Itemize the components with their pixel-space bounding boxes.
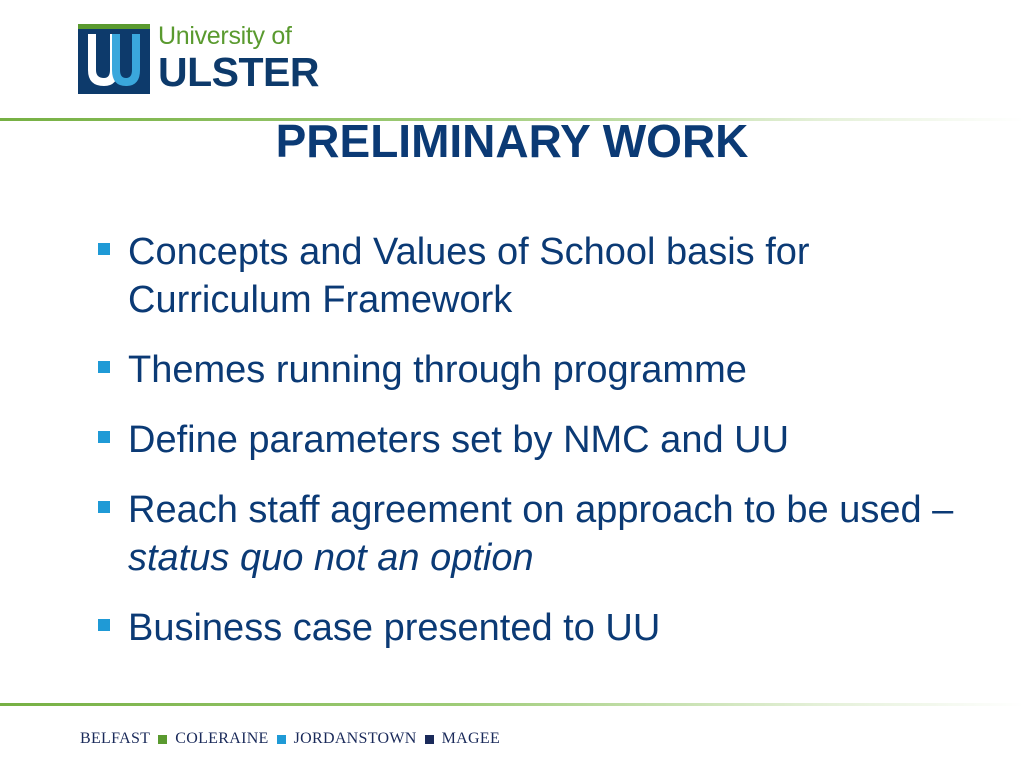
- university-logo: [78, 22, 318, 98]
- bullet-item: [98, 416, 978, 464]
- bullet-item: [98, 228, 978, 324]
- slide-title: PRELIMINARY WORK: [275, 115, 749, 167]
- square-bullet-icon: [98, 431, 110, 443]
- bullet-text: Reach staff agreement on approach to be used –: [128, 489, 954, 531]
- campus-magee: MAGEE: [441, 730, 501, 747]
- uu-emblem-icon: [78, 24, 150, 96]
- square-bullet-icon: [98, 619, 110, 631]
- square-separator-icon: [425, 735, 434, 744]
- bullet-text: Business case presented to UU: [128, 607, 661, 649]
- square-separator-icon: [277, 735, 286, 744]
- square-bullet-icon: [98, 501, 110, 513]
- bottom-divider: [0, 703, 1024, 706]
- bullet-text: Concepts and Values of School basis for Curriculum Framework: [128, 231, 810, 321]
- bullet-item: [98, 346, 978, 394]
- square-separator-icon: [158, 735, 167, 744]
- logo-line-2: ULSTER: [158, 49, 319, 95]
- bullet-text: Define parameters set by NMC and UU: [128, 419, 790, 461]
- bullet-item: [98, 604, 978, 652]
- bullet-text: Themes running through programme: [128, 349, 747, 391]
- campus-coleraine: COLERAINE: [175, 730, 269, 747]
- bullet-list: [98, 228, 978, 674]
- bullet-italic-text: status quo not an option: [128, 537, 534, 579]
- bullet-item: [98, 486, 978, 582]
- logo-line-1: University of: [158, 22, 292, 50]
- campus-footer: [80, 730, 500, 748]
- campus-jordanstown: JORDANSTOWN: [293, 730, 417, 747]
- campus-belfast: BELFAST: [80, 730, 151, 747]
- square-bullet-icon: [98, 361, 110, 373]
- square-bullet-icon: [98, 243, 110, 255]
